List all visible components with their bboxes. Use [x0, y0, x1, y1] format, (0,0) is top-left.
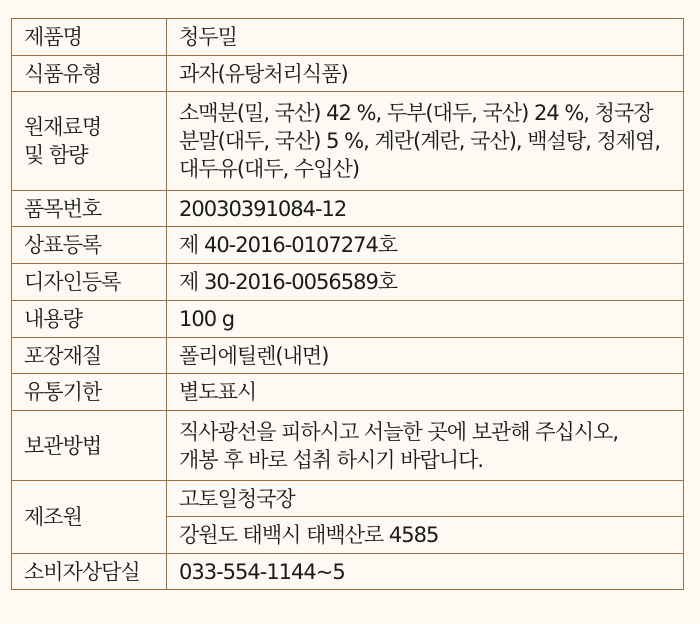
label-ingredients: [12, 92, 167, 191]
row-design: [12, 264, 684, 301]
value-storage: [167, 411, 684, 481]
value-ingredients: [167, 92, 684, 191]
row-trademark: [12, 227, 684, 264]
value-food-type: 과자(유탕처리식품): [167, 56, 684, 92]
value-item-report-no: 20030391084-12: [167, 191, 684, 227]
value-design: 제 30-2016-0056589호: [167, 264, 684, 301]
row-manufacturer-name: [12, 481, 684, 517]
label-item-report-no: 품목번호: [12, 191, 167, 227]
row-storage: [12, 411, 684, 481]
label-design: 디자인등록: [12, 264, 167, 301]
value-consumer-center: 033-554-1144~5: [167, 554, 684, 590]
label-packaging: 포장재질: [12, 338, 167, 374]
row-ingredients: [12, 92, 684, 191]
label-manufacturer: 제조원: [12, 481, 167, 554]
label-ingredients-line1: 원재료명: [24, 115, 102, 139]
label-expiry: 유통기한: [12, 374, 167, 411]
label-trademark: 상표등록: [12, 227, 167, 264]
product-info-table: [11, 18, 684, 590]
label-consumer-center: 소비자상담실: [12, 554, 167, 590]
row-food-type: [12, 56, 684, 92]
value-expiry: 별도표시: [167, 374, 684, 411]
row-expiry: [12, 374, 684, 411]
row-item-report-no: [12, 191, 684, 227]
label-net-content: 내용량: [12, 301, 167, 338]
ingredients-line: 대두유(대두, 수입산): [179, 157, 360, 181]
label-product-name: 제품명: [12, 19, 167, 56]
value-manufacturer-name: 고토일청국장: [167, 481, 684, 517]
value-net-content: 100 g: [167, 301, 684, 338]
row-consumer-center: [12, 554, 684, 590]
label-ingredients-line2: 및 함량: [24, 143, 88, 167]
storage-line: 개봉 후 바로 섭취 하시기 바랍니다.: [179, 447, 484, 472]
value-manufacturer-address: 강원도 태백시 태백산로 4585: [167, 517, 684, 554]
value-product-name: 청두밀: [167, 19, 684, 56]
row-net-content: [12, 301, 684, 338]
ingredients-line: 소맥분(밀, 국산) 42 %, 두부(대두, 국산) 24 %, 청국장: [179, 101, 653, 125]
value-trademark: 제 40-2016-0107274호: [167, 227, 684, 264]
storage-line: 직사광선을 피하시고 서늘한 곳에 보관해 주십시오,: [179, 419, 619, 444]
ingredients-line: 분말(대두, 국산) 5 %, 계란(계란, 국산), 백설탕, 정제염,: [179, 129, 661, 153]
label-storage: 보관방법: [12, 411, 167, 481]
value-packaging: 폴리에틸렌(내면): [167, 338, 684, 374]
label-food-type: 식품유형: [12, 56, 167, 92]
row-packaging: [12, 338, 684, 374]
row-product-name: [12, 19, 684, 56]
